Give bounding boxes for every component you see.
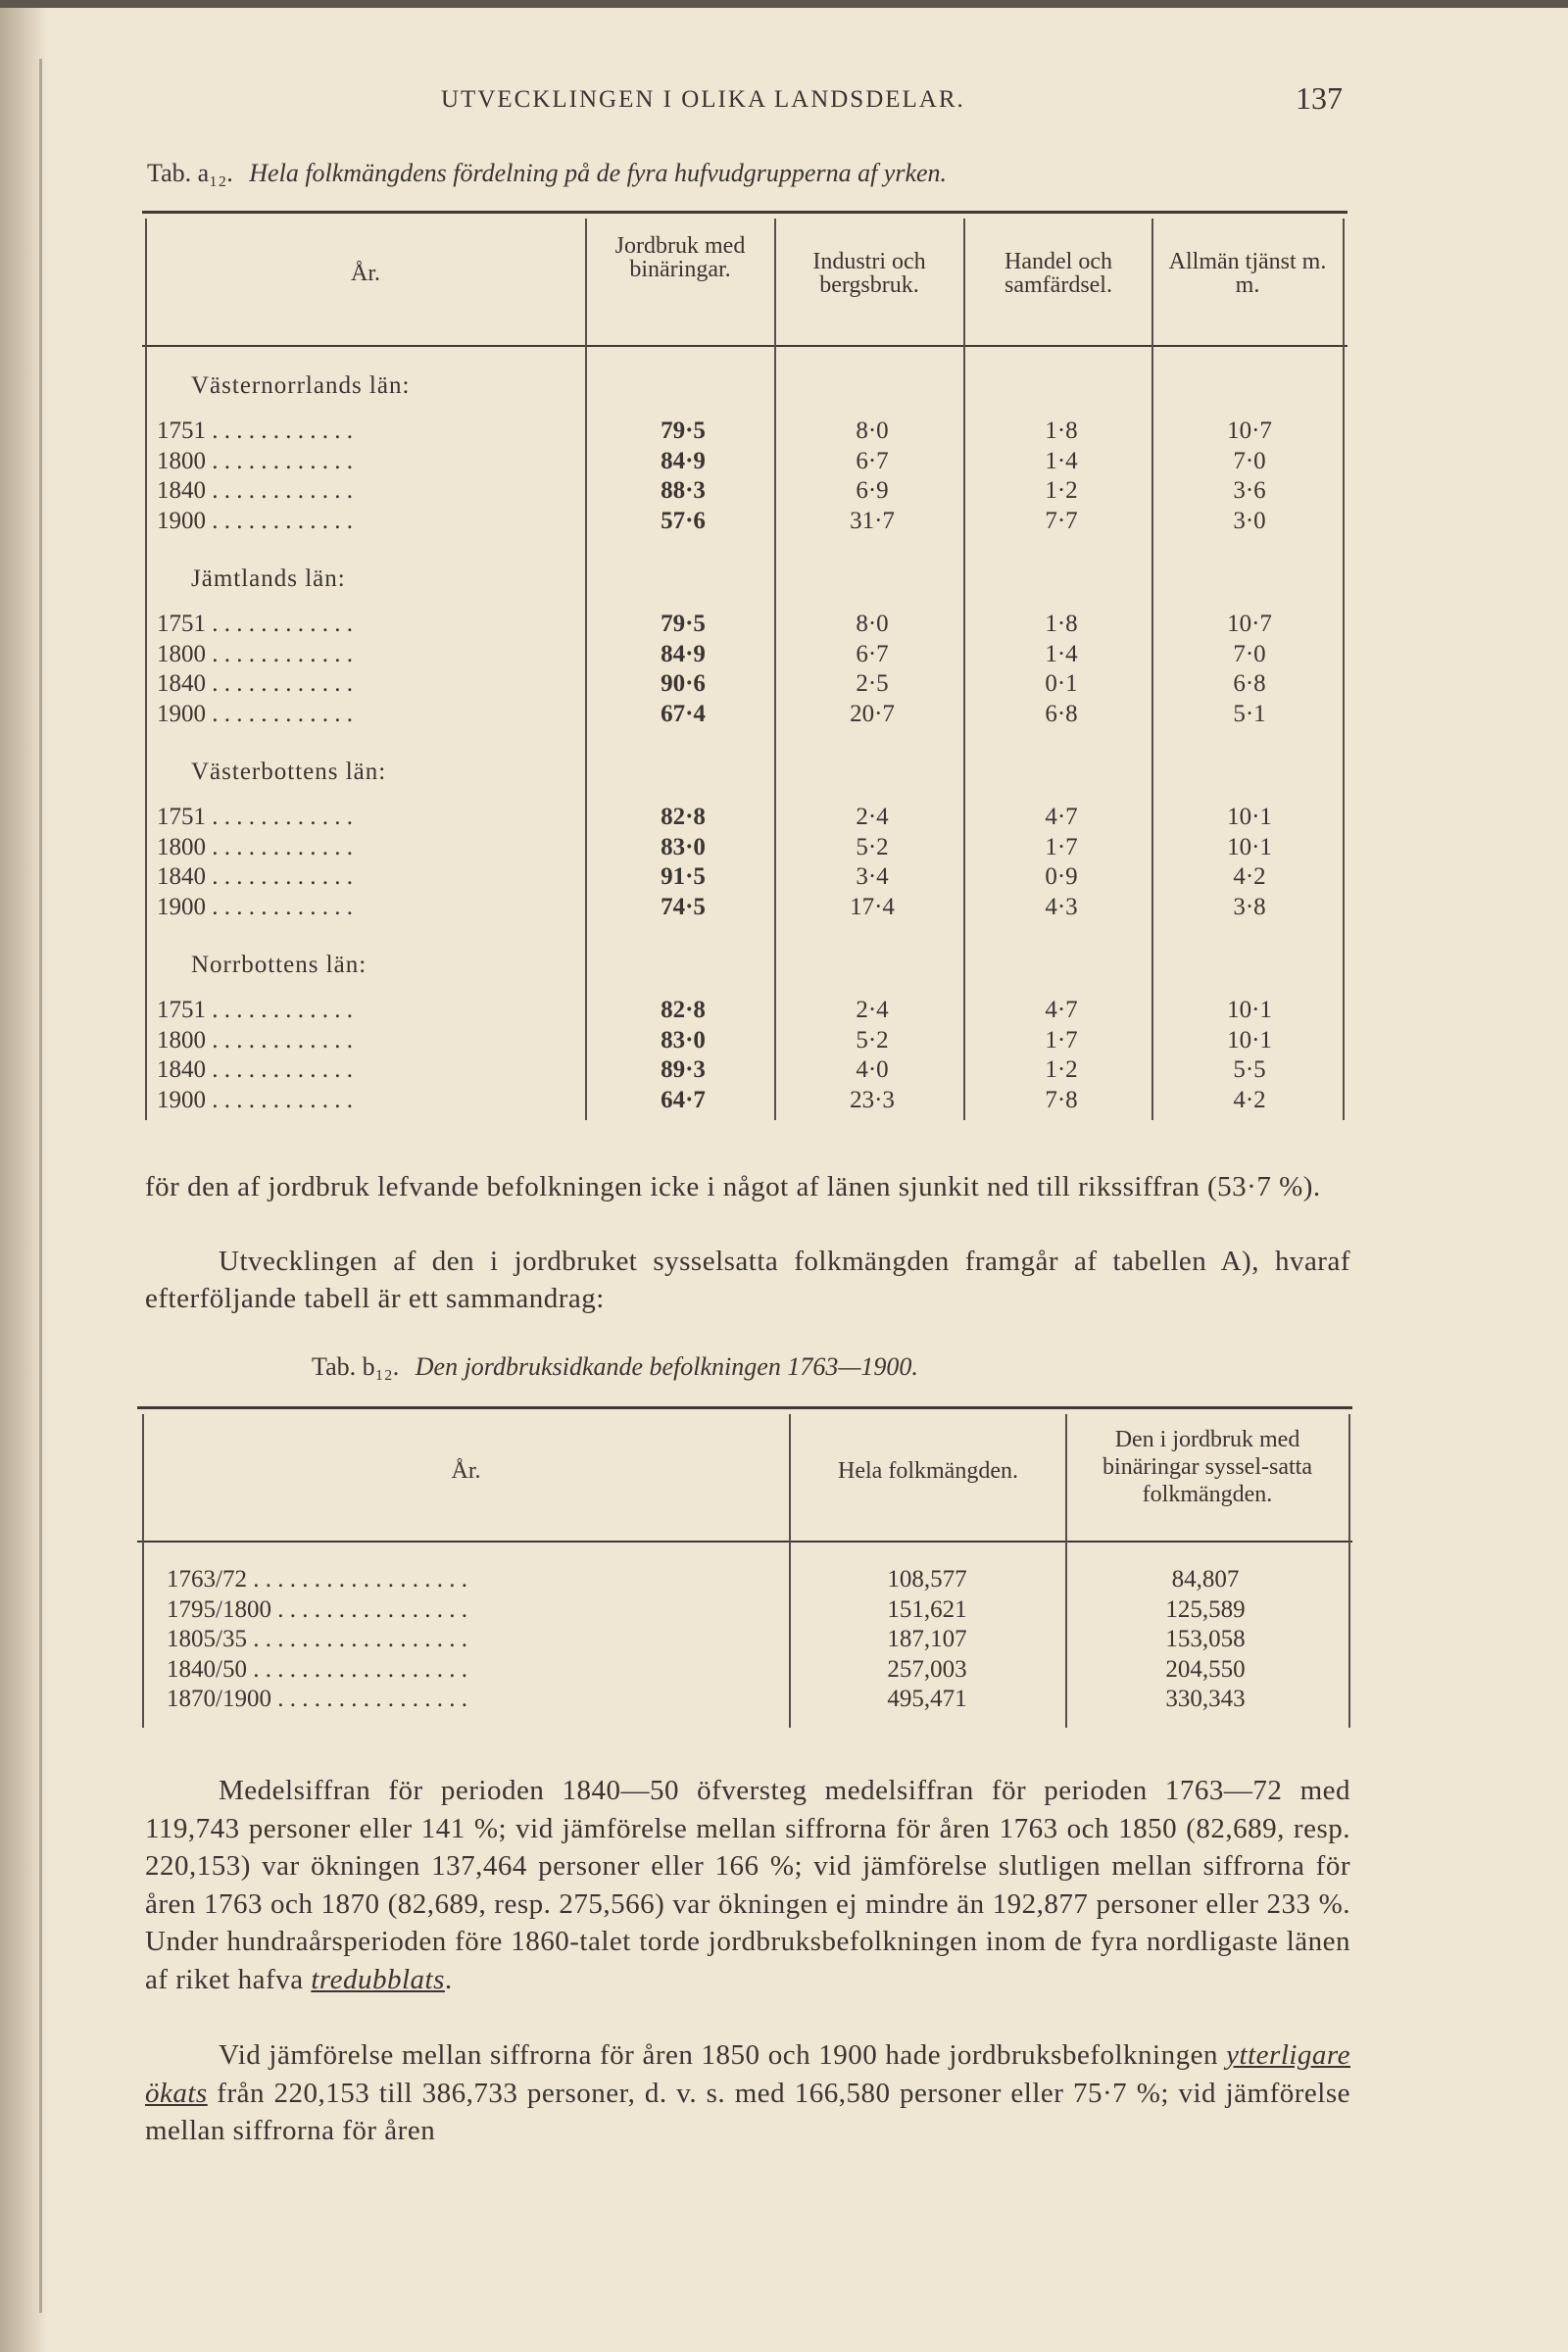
value-cell: 10·7 — [1227, 417, 1272, 444]
table-a-vline-3 — [963, 219, 965, 1120]
value-cell: 67·4 — [661, 700, 706, 727]
table-a — [142, 211, 1348, 1127]
table-a-caption — [147, 159, 947, 188]
paragraph-4 — [145, 2036, 1350, 2150]
section-label: Västernorrlands län: — [191, 372, 411, 399]
page-number: 137 — [1296, 80, 1343, 116]
value-cell: 495,471 — [887, 1686, 967, 1712]
value-cell: 7·0 — [1233, 640, 1266, 667]
value-cell: 91·5 — [661, 863, 706, 890]
section-label: Norrbottens län: — [191, 952, 368, 978]
table-a-vline-2 — [774, 219, 776, 1120]
row-year: 1800 . . . . . . . . . . . . — [157, 447, 353, 474]
table-b-header-rule — [137, 1541, 1352, 1543]
value-cell: 7·8 — [1045, 1086, 1078, 1113]
value-cell: 82·8 — [661, 997, 706, 1023]
value-cell: 1·2 — [1045, 1056, 1078, 1083]
value-cell: 108,577 — [887, 1566, 967, 1592]
value-cell: 6·7 — [856, 447, 889, 474]
value-cell: 1·2 — [1045, 477, 1078, 504]
paragraph-4-emphasis: ytterligare ökats — [145, 2039, 1351, 2109]
table-b-vline-1 — [789, 1414, 791, 1728]
table-a-label: Tab. a₁₂. — [147, 159, 233, 187]
value-cell: 8·0 — [856, 611, 889, 637]
table-a-vline-4 — [1152, 219, 1153, 1120]
running-title: UTVECKLINGEN I OLIKA LANDSDELAR. — [441, 86, 965, 113]
top-edge — [0, 0, 1568, 8]
value-cell: 31·7 — [850, 507, 895, 534]
value-cell: 84·9 — [661, 447, 706, 474]
value-cell: 83·0 — [661, 1026, 706, 1054]
table-b-vline-2 — [1065, 1414, 1067, 1728]
value-cell: 90·6 — [661, 670, 706, 697]
value-cell: 3·4 — [856, 863, 889, 890]
value-cell: 257,003 — [887, 1655, 967, 1683]
table-a-vline-5 — [1343, 219, 1345, 1120]
col-header-industry: Industri och bergsbruk. — [812, 249, 926, 298]
table-a-title: Hela folkmängdens fördelning på de fyra hufvudgrupperna af yrken. — [249, 159, 948, 187]
table-b-vline-3 — [1348, 1414, 1350, 1728]
section-label: Västerbottens län: — [191, 759, 387, 785]
value-cell: 74·5 — [661, 893, 706, 920]
value-cell: 10·1 — [1227, 997, 1272, 1023]
row-year: 1900 . . . . . . . . . . . . — [157, 700, 353, 727]
value-cell: 5·5 — [1233, 1056, 1266, 1083]
paragraph-2: Utvecklingen af den i jordbruket sysselsatta folkmängden framgår af tabellen A), hvaraf efterföljande tabell är ett sammandrag: — [145, 1246, 1350, 1314]
col-header-year: År. — [451, 1458, 481, 1484]
value-cell: 6·8 — [1045, 700, 1078, 727]
value-cell: 64·7 — [661, 1086, 706, 1113]
value-cell: 330,343 — [1165, 1686, 1246, 1712]
value-cell: 7·7 — [1045, 507, 1078, 534]
value-cell: 6·7 — [856, 640, 889, 667]
row-year: 1840 . . . . . . . . . . . . — [157, 670, 353, 697]
paragraph-3-emphasis: tredubblats — [311, 1963, 445, 1995]
table-b-label: Tab. b₁₂. — [312, 1352, 400, 1381]
row-year: 1751 . . . . . . . . . . . . — [157, 611, 353, 637]
value-cell: 0·9 — [1045, 863, 1078, 890]
col-header-agriculture: Jordbruk med binäringar. — [614, 233, 746, 282]
value-cell: 4·2 — [1233, 1086, 1266, 1113]
row-year: 1800 . . . . . . . . . . . . — [157, 1026, 353, 1054]
table-a-top-rule — [142, 211, 1348, 214]
value-cell: 2·5 — [856, 670, 889, 697]
value-cell: 10·1 — [1227, 833, 1272, 860]
row-year: 1900 . . . . . . . . . . . . — [157, 1086, 353, 1113]
value-cell: 83·0 — [661, 833, 706, 860]
row-year: 1900 . . . . . . . . . . . . — [157, 507, 353, 534]
table-b-caption — [312, 1352, 918, 1382]
value-cell: 4·3 — [1045, 893, 1078, 920]
col-header-agricultural-population: Den i jordbruk med binäringar syssel-satta folkmängden. — [1102, 1427, 1312, 1507]
value-cell: 17·4 — [850, 893, 895, 920]
value-cell: 84,807 — [1171, 1566, 1240, 1592]
value-cell: 8·0 — [856, 417, 889, 444]
value-cell: 151,621 — [887, 1595, 967, 1623]
paragraph-3-end: . — [444, 1963, 453, 1995]
value-cell: 6·8 — [1233, 670, 1266, 697]
value-cell: 10·7 — [1227, 611, 1272, 637]
value-cell: 0·1 — [1045, 670, 1078, 697]
value-cell: 2·4 — [856, 804, 889, 830]
value-cell: 3·6 — [1233, 477, 1266, 504]
value-cell: 4·2 — [1233, 863, 1266, 890]
row-year: 1795/1800 . . . . . . . . . . . . . . . . — [167, 1595, 467, 1623]
row-year: 1800 . . . . . . . . . . . . — [157, 640, 353, 667]
row-year: 1840 . . . . . . . . . . . . — [157, 477, 353, 504]
value-cell: 1·8 — [1045, 611, 1078, 637]
col-header-public-service: Allmän tjänst m. m. — [1168, 249, 1327, 298]
value-cell: 5·2 — [856, 833, 889, 860]
value-cell: 1·8 — [1045, 417, 1078, 444]
row-year: 1805/35 . . . . . . . . . . . . . . . . . . — [167, 1626, 467, 1652]
value-cell: 10·1 — [1227, 804, 1272, 830]
value-cell: 153,058 — [1165, 1626, 1246, 1652]
paragraph-4-end: från 220,153 till 386,733 personer, d. v. s. med 166,580 personer eller 75·7 %; vid jämförelse mellan siffrorna för åren — [145, 2077, 1350, 2146]
value-cell: 1·7 — [1045, 1026, 1078, 1054]
value-cell: 84·9 — [661, 640, 706, 667]
row-year: 1751 . . . . . . . . . . . . — [157, 997, 353, 1023]
paragraph-1: för den af jordbruk lefvande befolkningen icke i något af länen sjunkit ned till rikssiffran (53·7 %). — [145, 1171, 1321, 1202]
row-year: 1840/50 . . . . . . . . . . . . . . . . . . — [167, 1655, 467, 1683]
value-cell: 3·8 — [1233, 893, 1266, 920]
value-cell: 88·3 — [661, 477, 706, 504]
value-cell: 3·0 — [1233, 507, 1266, 534]
value-cell: 4·0 — [856, 1056, 889, 1083]
value-cell: 204,550 — [1165, 1655, 1246, 1683]
value-cell: 4·7 — [1045, 997, 1078, 1023]
value-cell: 1·4 — [1045, 447, 1078, 474]
value-cell: 79·5 — [661, 611, 706, 637]
col-header-trade: Handel och samfärdsel. — [1004, 249, 1112, 298]
col-header-total-population: Hela folkmängden. — [838, 1458, 1018, 1484]
value-cell: 89·3 — [661, 1056, 706, 1083]
value-cell: 6·9 — [856, 477, 889, 504]
table-b-title: Den jordbruksidkande befolkningen 1763—1900. — [415, 1352, 918, 1381]
table-b — [137, 1406, 1352, 1730]
row-year: 1800 . . . . . . . . . . . . — [157, 833, 353, 860]
section-label: Jämtlands län: — [191, 565, 346, 592]
value-cell: 10·1 — [1227, 1026, 1272, 1054]
row-year: 1763/72 . . . . . . . . . . . . . . . . . . — [167, 1566, 467, 1592]
value-cell: 20·7 — [850, 700, 895, 727]
col-header-year: År. — [351, 261, 380, 286]
row-year: 1751 . . . . . . . . . . . . — [157, 417, 353, 444]
value-cell: 23·3 — [850, 1086, 895, 1113]
value-cell: 57·6 — [661, 507, 706, 534]
value-cell: 1·7 — [1045, 833, 1078, 860]
row-year: 1870/1900 . . . . . . . . . . . . . . . . — [167, 1686, 467, 1712]
row-year: 1840 . . . . . . . . . . . . — [157, 863, 353, 890]
value-cell: 7·0 — [1233, 447, 1266, 474]
binding-rule — [39, 59, 42, 2313]
table-a-vline-1 — [585, 219, 587, 1120]
table-b-top-rule — [137, 1406, 1352, 1409]
row-year: 1751 . . . . . . . . . . . . — [157, 804, 353, 830]
value-cell: 1·4 — [1045, 640, 1078, 667]
value-cell: 82·8 — [661, 804, 706, 830]
value-cell: 5·2 — [856, 1026, 889, 1054]
value-cell: 4·7 — [1045, 804, 1078, 830]
value-cell: 79·5 — [661, 417, 706, 444]
paragraph-3 — [145, 1772, 1350, 1998]
table-a-header-rule — [142, 345, 1348, 347]
paragraph-4-start: Vid jämförelse mellan siffrorna för åren 1850 och 1900 hade jordbruksbefolkningen — [219, 2039, 1218, 2071]
value-cell: 125,589 — [1165, 1595, 1246, 1623]
paragraph-3-text: Medelsiffran för perioden 1840—50 öfversteg medelsiffran för perioden 1763—72 med 119,743 personer eller 141 %; vid jämförelse mellan siffrorna för åren 1763 och 1850 (82,689, resp. 220,153) var ökningen 137,464 personer eller 166 %; vid jämförelse slutligen mellan siffrorna för åren 1763 och 1870 (82,689, resp. 275,566) var ökningen ej mindre än 192,877 personer eller 233 %. Under hundraårsperioden före 1860-talet torde jordbruksbefolkningen inom de fyra nordligaste länen af riket hafva — [145, 1775, 1350, 1995]
row-year: 1840 . . . . . . . . . . . . — [157, 1056, 353, 1083]
row-year: 1900 . . . . . . . . . . . . — [157, 893, 353, 920]
value-cell: 5·1 — [1233, 700, 1266, 727]
value-cell: 2·4 — [856, 997, 889, 1023]
value-cell: 187,107 — [887, 1626, 967, 1652]
table-a-vline-0 — [145, 219, 147, 1120]
